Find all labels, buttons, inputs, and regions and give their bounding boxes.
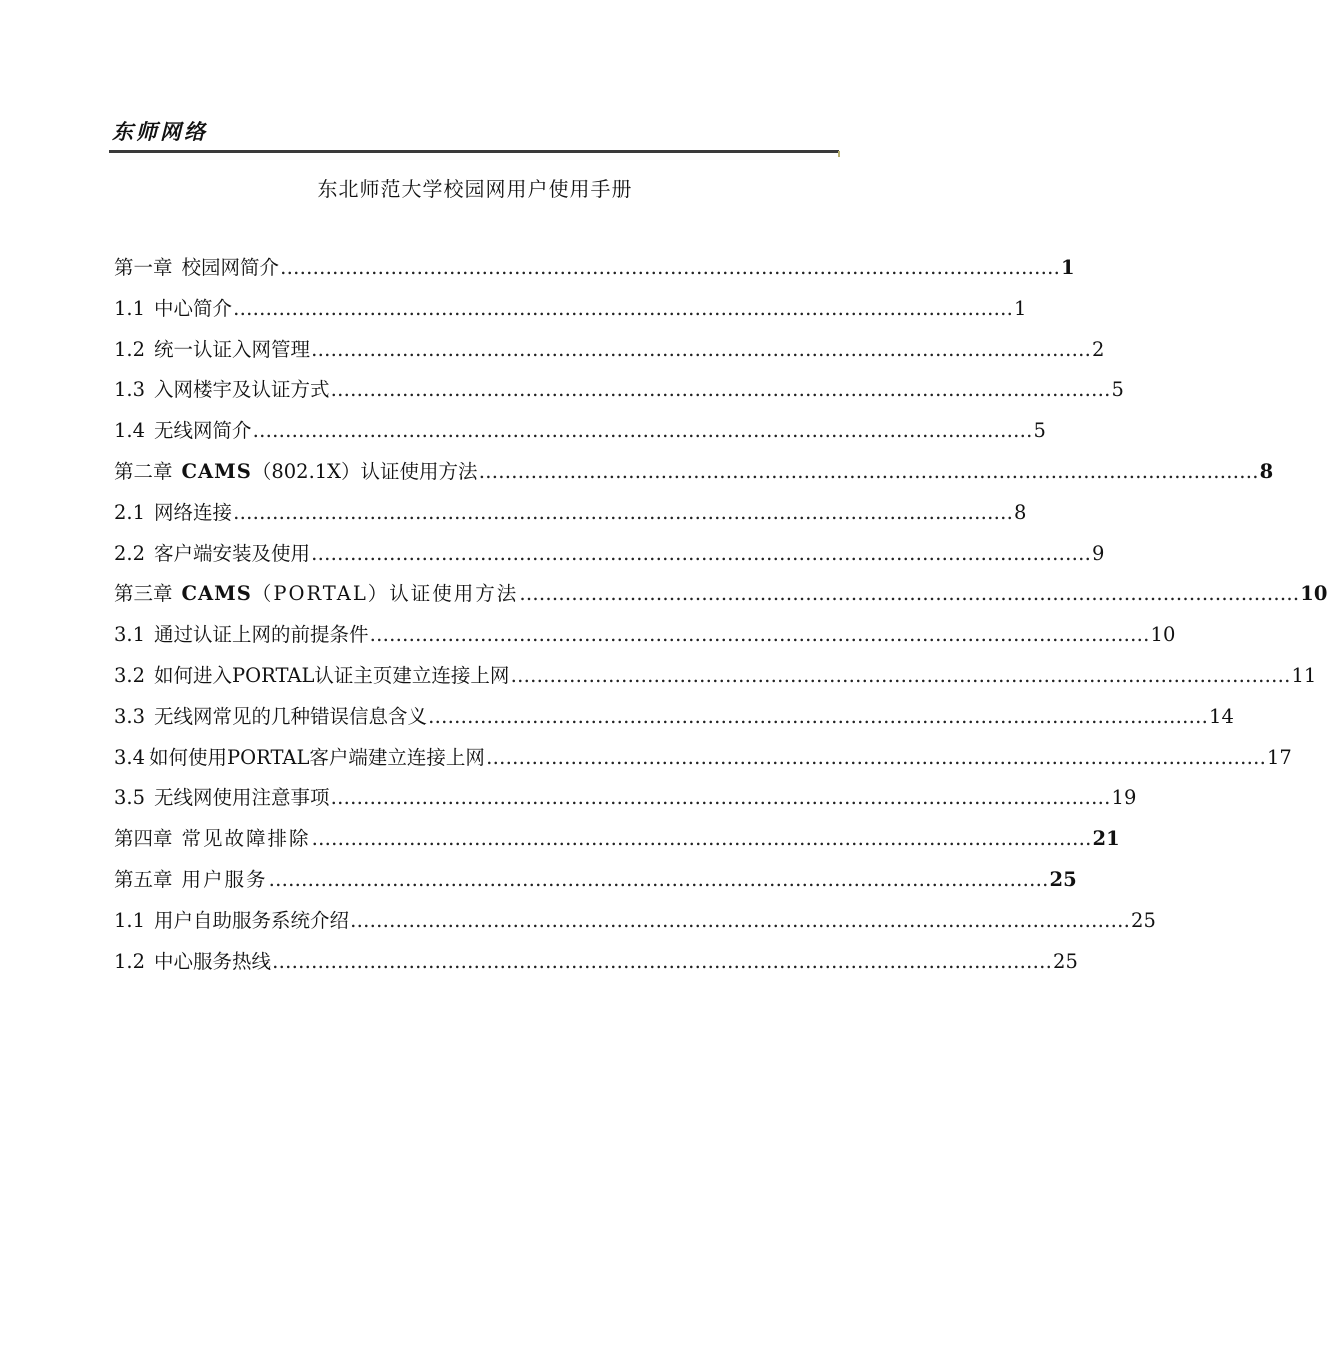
toc-entry-1-3[interactable] [114,370,1124,411]
toc-entry-1-2[interactable] [114,330,1105,371]
toc-entry-title: 中心简介 [154,296,233,320]
toc-entry-chapter-4[interactable] [114,819,1120,860]
toc-entry-page: 25 [1131,908,1156,932]
header-divider-tick [838,151,840,157]
toc-leader-dots: ………………………………………………………………………………………………………… [280,256,1061,279]
toc-entry-number: 第三章 [114,582,173,606]
toc-entry-chapter-2[interactable] [114,452,1274,493]
toc-entry-page: 17 [1266,745,1292,769]
toc-entry-number: 第五章 [114,867,173,891]
toc-entry-title-part1: 通过 [154,623,194,647]
header-divider [109,150,839,153]
document-title: 东北师范大学校园网用户使用手册 [317,177,633,201]
toc-entry-number: 2.2 [114,541,146,565]
toc-entry-1-1[interactable] [114,289,1027,330]
toc-leader-dots: ………………………………………………………………………………………………………… [369,623,1150,647]
toc-entry-title: 网络连接 [154,500,233,524]
toc-entry-title: 统一认证入网管理 [154,337,311,361]
toc-entry-title-bold: CAMS [181,582,252,606]
toc-leader-dots: ………………………………………………………………………………………………………… [252,419,1033,443]
toc-entry-title: 无线网简介 [154,419,252,443]
toc-entry-title-bold: CAMS [181,459,252,483]
toc-leader-dots: ………………………………………………………………………………………………………… [272,949,1053,973]
toc-entry-number: 3.4 [114,745,146,769]
toc-leader-dots: ………………………………………………………………………………………………………… [330,786,1111,810]
toc-entry-title: 入网楼宇及认证方式 [154,378,330,402]
toc-entry-title: 常见故障排除 [181,827,311,851]
toc-entry-page: 25 [1053,949,1078,973]
toc-entry-number: 3.3 [114,704,146,728]
toc-entry-chapter-5[interactable] [114,860,1077,901]
toc-leader-dots: ………………………………………………………………………………………………………… [519,582,1300,606]
toc-entry-number: 1.2 [114,949,146,973]
toc-entry-page: 10 [1150,623,1176,647]
toc-entry-page: 2 [1092,337,1105,361]
toc-leader-dots: ………………………………………………………………………………………………………… [311,337,1092,361]
toc-leader-dots: ………………………………………………………………………………………………………… [350,908,1131,932]
toc-entry-page: 19 [1111,786,1137,810]
toc-entry-title: 如何使用PORTAL客户端建立连接上网 [149,745,485,769]
toc-entry-number: 1.3 [114,378,146,402]
toc-entry-number: 1.1 [114,908,146,932]
toc-leader-dots: ………………………………………………………………………………………………………… [311,541,1092,565]
toc-entry-page: 11 [1291,663,1317,687]
toc-entry-title: 无线网使用注意事项 [154,786,330,810]
toc-entry-2-1[interactable] [114,493,1027,534]
toc-entry-3-2[interactable] [114,656,1317,697]
toc-entry-number: 第二章 [114,459,173,483]
toc-entry-2-2[interactable] [114,534,1105,575]
header-brand: 东师网络 [112,119,208,144]
toc-entry-page: 8 [1259,459,1274,483]
toc-entry-page: 9 [1092,541,1105,565]
toc-entry-chapter-1[interactable] [114,248,1075,289]
toc-entry-chapter-3[interactable] [114,574,1327,615]
toc-leader-dots: ………………………………………………………………………………………………………… [311,827,1092,851]
toc-entry-title: 用户服务 [181,867,268,891]
toc-entry-page: 1 [1014,296,1027,320]
toc-entry-5-1[interactable] [114,901,1156,942]
toc-entry-number: 1.4 [114,419,146,443]
toc-entry-page: 25 [1049,867,1077,891]
toc-leader-dots: ………………………………………………………………………………………………………… [268,867,1049,891]
toc-entry-page: 21 [1092,827,1120,851]
toc-leader-dots: ………………………………………………………………………………………………………… [233,296,1014,320]
toc-entry-3-5[interactable] [114,778,1137,819]
toc-entry-title: 用户自助服务系统介绍 [154,908,350,932]
toc-leader-dots: ………………………………………………………………………………………………………… [478,459,1259,483]
toc-leader-dots: ………………………………………………………………………………………………………… [428,704,1209,728]
toc-entry-title: 校园网简介 [181,256,280,279]
toc-entry-page: 8 [1014,500,1027,524]
table-of-contents [114,248,1327,982]
toc-entry-page: 5 [1111,378,1124,402]
toc-leader-dots: ………………………………………………………………………………………………………… [233,500,1014,524]
toc-entry-3-1[interactable] [114,615,1176,656]
toc-entry-title: （PORTAL）认证使用方法 [251,582,519,606]
toc-entry-title: （802.1X）认证使用方法 [251,459,478,483]
toc-entry-title: 中心服务热线 [154,949,272,973]
toc-leader-dots: ………………………………………………………………………………………………………… [510,663,1291,687]
toc-entry-page: 14 [1209,704,1234,728]
toc-leader-dots: ………………………………………………………………………………………………………… [330,378,1111,402]
toc-entry-3-4[interactable] [114,738,1292,779]
toc-entry-3-3[interactable] [114,697,1234,738]
toc-entry-1-4[interactable] [114,411,1046,452]
toc-entry-number: 1.2 [114,337,146,361]
toc-entry-title: 客户端安装及使用 [154,541,311,565]
toc-entry-number: 3.5 [114,786,146,810]
toc-entry-number: 第一章 [114,256,173,279]
toc-entry-page: 10 [1300,582,1327,606]
toc-entry-number: 2.1 [114,500,146,524]
toc-entry-page: 1 [1061,256,1075,279]
toc-entry-number: 3.2 [114,663,146,687]
toc-entry-5-2[interactable] [114,942,1078,983]
toc-entry-title: 无线网常见的几种错误信息含义 [154,704,428,728]
toc-entry-title: 如何进入PORTAL认证主页建立连接上网 [154,663,510,687]
toc-entry-number: 1.1 [114,296,146,320]
toc-entry-number: 第四章 [114,827,173,851]
toc-entry-title-part2: 认证上网的前提条件 [193,623,369,647]
toc-entry-number: 3.1 [114,623,146,647]
toc-leader-dots: ………………………………………………………………………………………………………… [485,745,1266,769]
toc-entry-page: 5 [1033,419,1046,443]
